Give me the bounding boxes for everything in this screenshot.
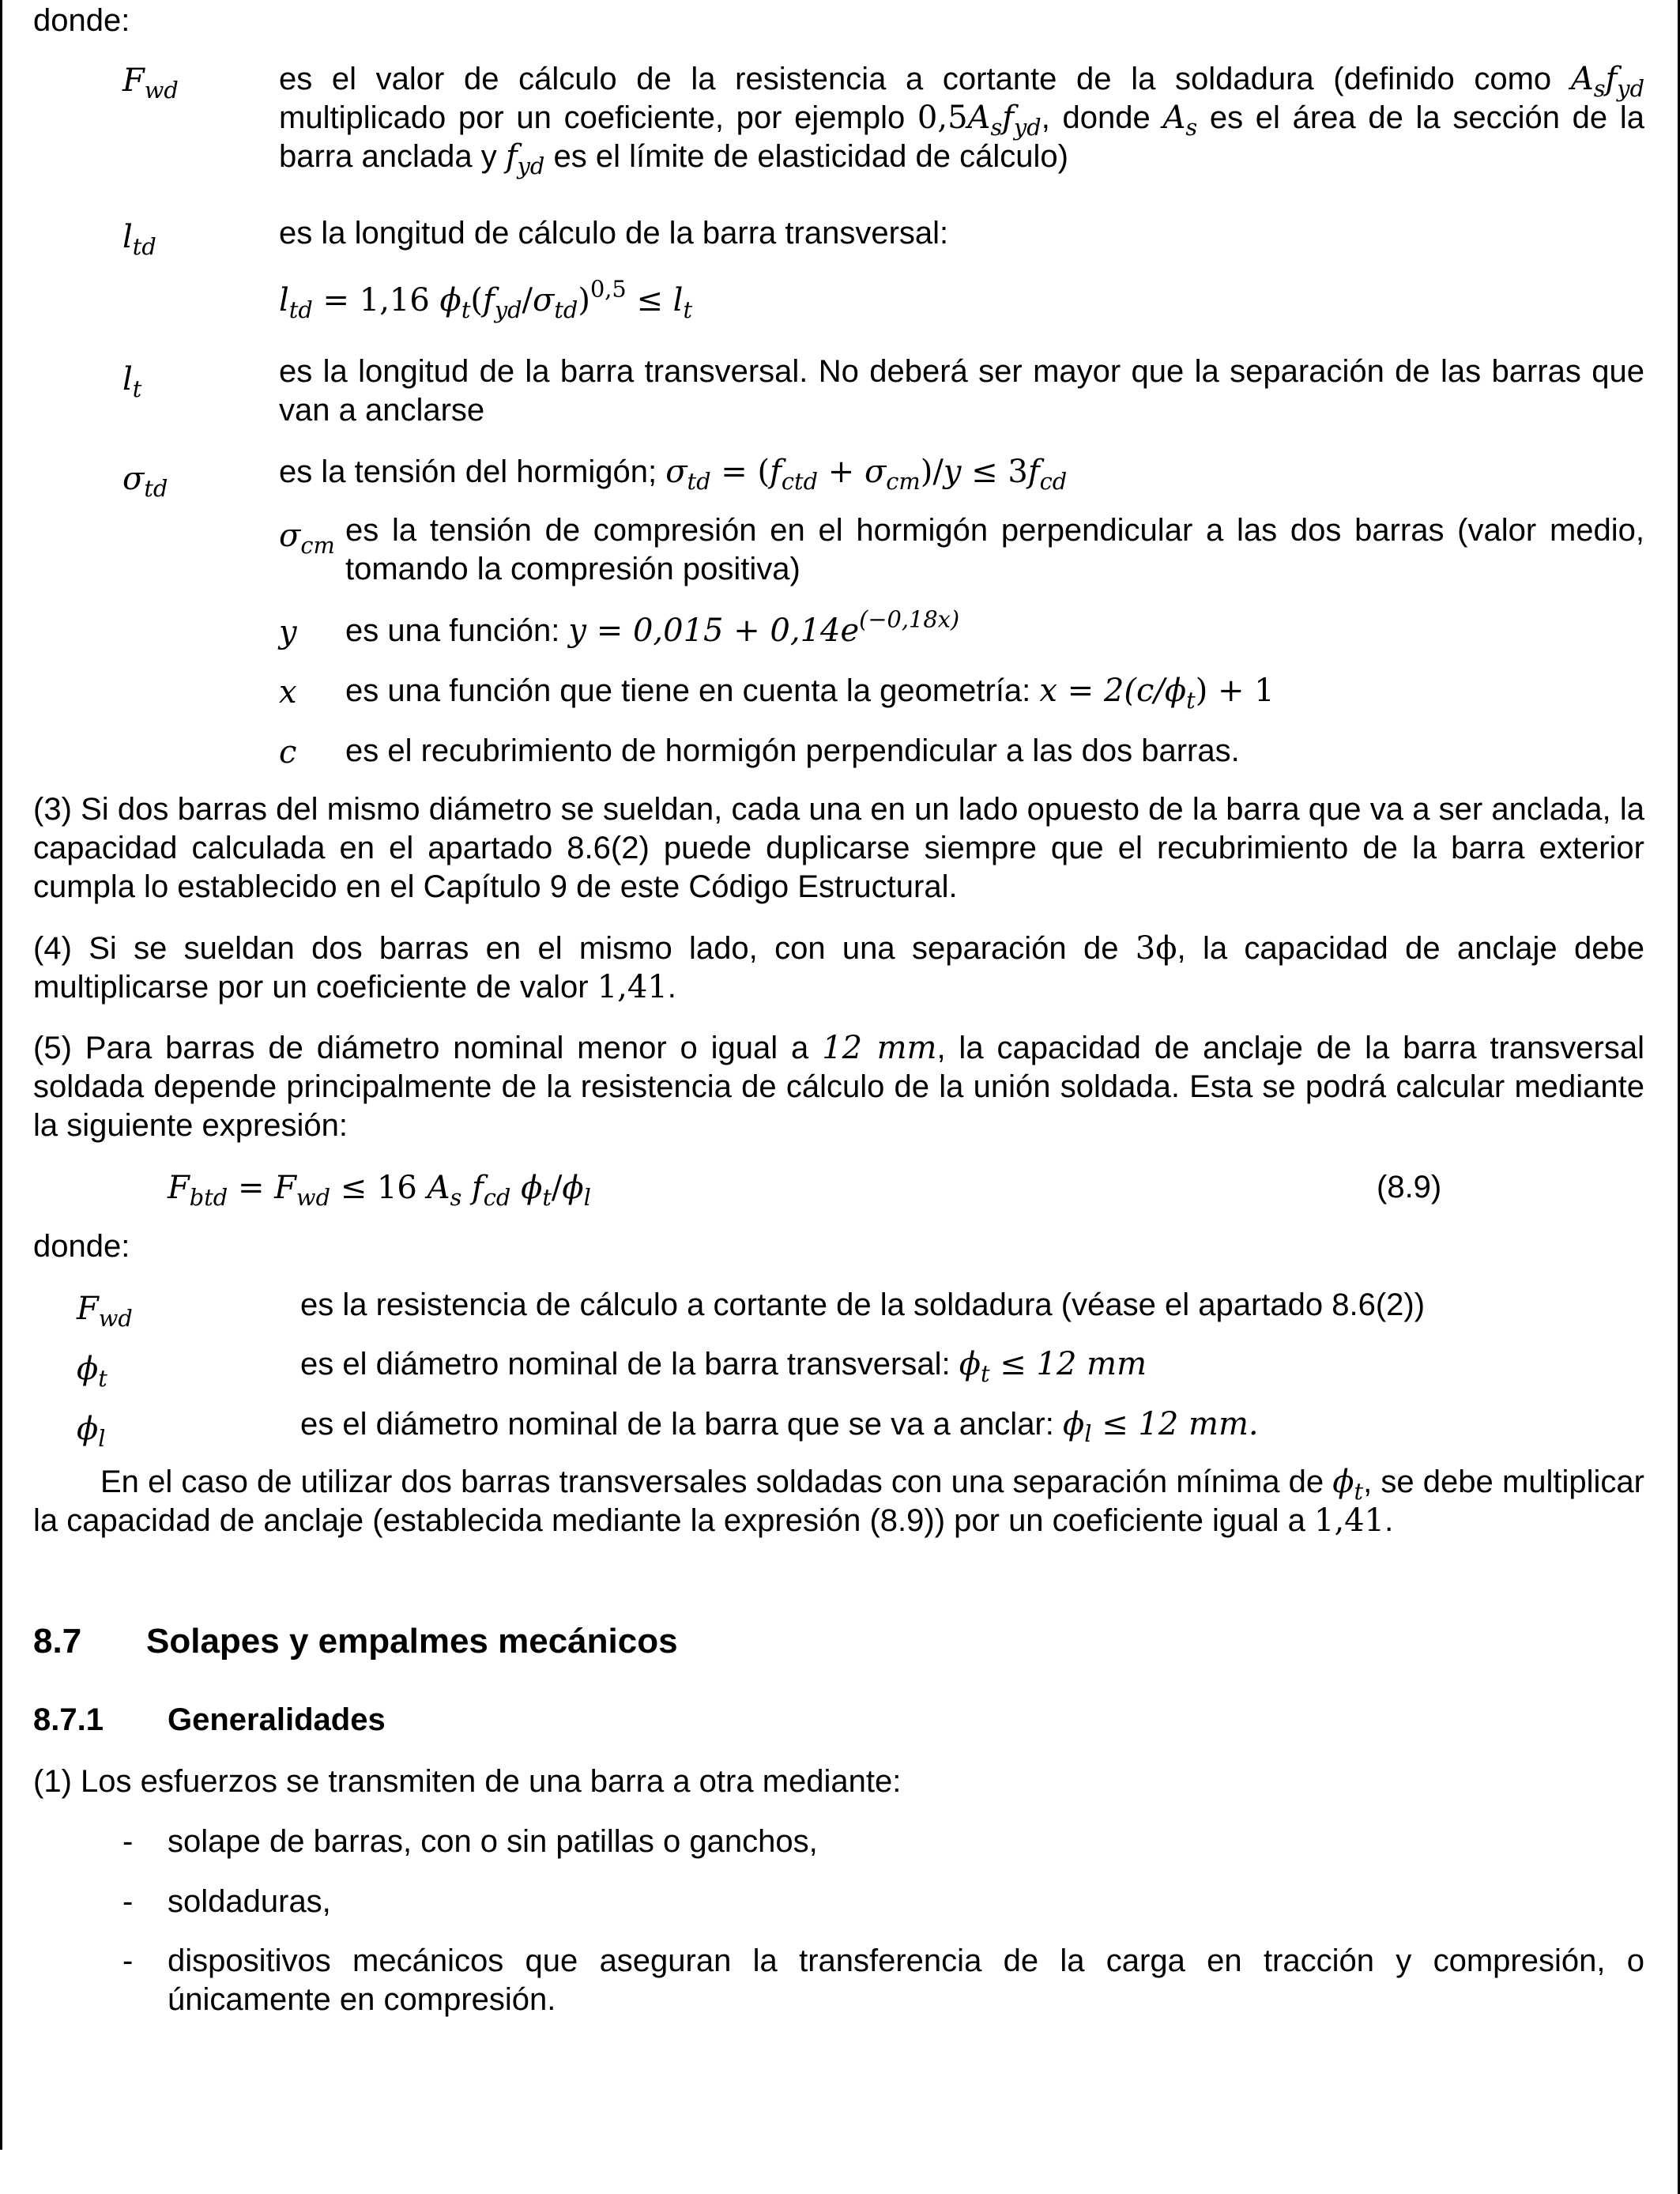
donde-label: donde: xyxy=(33,3,130,38)
paragraph-3: (3) Si dos barras del mismo diámetro se sueldan, cada una en un lado opuesto de la barra que va a ser anclada, la capacidad calculada en el apartado 8.6(2) puede duplicarse siempre que el recubrimiento de la barra exterior cumpla lo establecido en el Capítulo 9 de este Código Estructural. xyxy=(33,792,1644,904)
section-title: Solapes y empalmes mecánicos xyxy=(146,1622,678,1661)
definition-phi-t: es el diámetro nominal de la barra transversal: $\phi_t \le 12$ mm xyxy=(300,1346,1147,1388)
bullet-item-2: soldaduras, xyxy=(168,1884,331,1919)
subsection-number: 8.7.1 xyxy=(33,1702,104,1737)
symbol-phi-l: $\phi_l$ xyxy=(77,1411,106,1453)
equation-number: (8.9) xyxy=(1377,1170,1442,1204)
equation-8-9: $F_{btd} = F_{wd} \le 16$ $A_s$ $f_{cd}$ $\phi_t/\phi_l$ xyxy=(168,1170,591,1212)
symbol-x: x xyxy=(279,674,297,711)
definition-phi-l: es el diámetro nominal de la barra que se va a anclar: $\phi_l \le 12$ mm. xyxy=(300,1406,1259,1448)
paragraph-1: (1) Los esfuerzos se transmiten de una barra a otra mediante: xyxy=(33,1764,902,1799)
symbol-fwd: $F_{wd}$ xyxy=(122,62,179,104)
definition-y: es una función: $y = 0,015 + 0,14e^{(-0,18x)}$ xyxy=(345,605,960,649)
symbol-y: y xyxy=(279,614,297,650)
donde-label-2: donde: xyxy=(33,1229,130,1264)
symbol-phi-t: $\phi_t$ xyxy=(77,1351,107,1393)
paragraph-5: (5) Para barras de diámetro nominal menor o igual a 12 mm, la capacidad de anclaje de la barra transversal soldada depende principalmente de la resistencia de cálculo de la unión soldada. Esta se podrá calcular mediante la siguiente expresión: xyxy=(33,1030,1644,1143)
section-number: 8.7 xyxy=(33,1622,82,1661)
symbol-ltd: $l_{td}$ xyxy=(122,219,156,261)
subsection-title: Generalidades xyxy=(168,1702,386,1737)
equation-ltd: $l_{td} = 1,16$ $\phi_t(f_{yd}/\sigma_{td})^{0,5} \le l_t$ xyxy=(279,275,693,324)
definition-fwd-2: es la resistencia de cálculo a cortante de la soldadura (véase el apartado 8.6(2)) xyxy=(300,1287,1426,1322)
page-left-border xyxy=(0,0,2,2150)
symbol-fwd-2: $F_{wd}$ xyxy=(77,1291,133,1333)
bullet-dash: - xyxy=(122,1884,134,1919)
bullet-dash: - xyxy=(122,1943,134,1978)
bullet-item-1: solape de barras, con o sin patillas o ganchos, xyxy=(168,1824,818,1859)
definition-fwd: es el valor de cálculo de la resistencia a cortante de la soldadura (definido como $A_sf_{yd}$ multiplicado por un coeficiente, por ejemplo $0,5A_sf_{yd}$, donde $A_s$ es el área de la sección de la barra anclada y $f_{yd}$ es el límite de elasticidad de cálculo) xyxy=(279,61,1644,180)
definition-x: es una función que tiene en cuenta la geometría: $x = 2(c/\phi_t) + 1$ xyxy=(345,673,1275,714)
definition-sigma-cm: es la tensión de compresión en el hormigón perpendicular a las dos barras (valor medio, tomando la compresión positiva) xyxy=(345,513,1644,586)
paragraph-4: (4) Si se sueldan dos barras en el mismo lado, con una separación de 3ϕ, la capacidad de anclaje debe multiplicarse por un coeficiente de valor 1,41. xyxy=(33,930,1644,1005)
definition-lt: es la longitud de la barra transversal. No deberá ser mayor que la separación de las barras que van a anclarse xyxy=(279,354,1644,428)
definition-ltd: es la longitud de cálculo de la barra transversal: xyxy=(279,216,949,251)
symbol-lt: $l_t$ xyxy=(122,361,142,403)
bullet-dash: - xyxy=(122,1824,134,1859)
symbol-c: c xyxy=(279,734,297,771)
paragraph-final: En el caso de utilizar dos barras transversales soldadas con una separación mínima de $\phi_t$, se debe multiplicar la capacidad de anclaje (establecida mediante la expresión (8.9)) por un coeficiente igual a 1,41. xyxy=(33,1464,1644,1539)
bullet-item-3: dispositivos mecánicos que aseguran la transferencia de la carga en tracción y compresión, o únicamente en compresión. xyxy=(168,1943,1644,2017)
symbol-sigma-td: $\sigma_{td}$ xyxy=(122,461,168,503)
symbol-sigma-cm: $\sigma_{cm}$ xyxy=(279,518,335,560)
definition-c: es el recubrimiento de hormigón perpendicular a las dos barras. xyxy=(345,733,1240,768)
definition-sigma-td: es la tensión del hormigón; $\sigma_{td} = (f_{ctd} + \sigma_{cm})/y \le 3f_{cd}$ xyxy=(279,454,1068,496)
